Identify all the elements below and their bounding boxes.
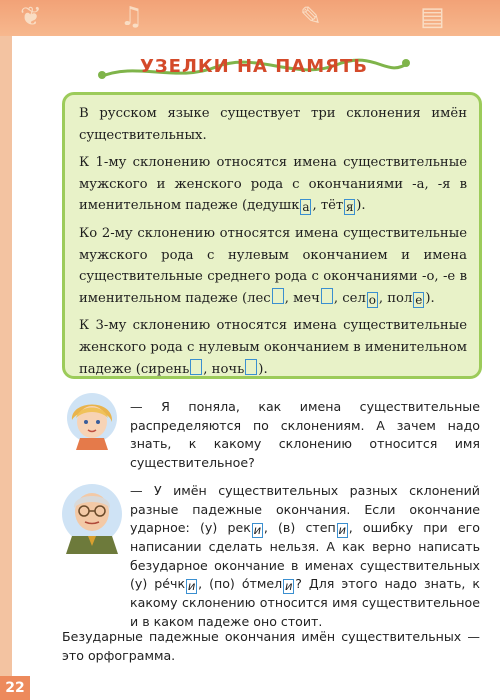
- page-number: 22: [0, 676, 30, 700]
- bell-icon: ♫: [120, 2, 144, 32]
- ending-box-empty: [190, 359, 202, 375]
- teacher-avatar-icon: [60, 478, 124, 554]
- girl-speech: — Я поняла, как имена существительные распределяются по склонениям. А зачем надо знать, к какому склонению относится имя существительное?: [130, 399, 480, 470]
- ending-box: я: [345, 200, 354, 215]
- leaf-icon: ❦: [20, 2, 42, 32]
- orthogram-note: Безударные падежные окончания имён существительных — это орфограмма.: [62, 629, 480, 663]
- ending-box-empty: [272, 288, 284, 304]
- girl-avatar-icon: [66, 388, 118, 450]
- rule-box: [62, 92, 482, 379]
- ending-box: и: [338, 523, 346, 538]
- ending-box-empty: [245, 359, 257, 375]
- book-icon: ▤: [420, 2, 445, 32]
- rule-paragraph-3: Ко 2-му склонению относятся имена существительные мужского рода с нулевым окончанием и имена существительные среднего рода с окончаниями -о, -е в именительном падеже (лес , меч , сел о , пол е ).: [79, 225, 467, 307]
- teacher-speech: — У имён существительных разных склонений разные падежные окончания. Если окончание ударное: (у) рек и , (в) степ и , ошибку при его написании сделать нельзя. А как верно написать безударное окончание в именах существительных (у) ре́чк и , (по) о́тмел и ? Для этого надо знать, к какому склонению относится имя существительное и в каком падеже оно стоит.: [130, 483, 480, 629]
- section-title-banner: [96, 53, 412, 83]
- rule-paragraph-4: К 3-му склонению относятся имена существительные женского рода с нулевым окончанием в именительном падеже (сирень , ночь ).: [79, 318, 467, 377]
- ending-box: и: [187, 579, 196, 594]
- ending-box: а: [302, 200, 310, 215]
- ending-box: е: [415, 292, 423, 307]
- ending-box: и: [253, 523, 262, 538]
- pen-icon: ✎: [300, 2, 322, 32]
- ending-box: и: [284, 579, 293, 594]
- rule-paragraph-1: В русском языке существует три склонения имён существительных.: [79, 106, 467, 143]
- ending-box: о: [368, 292, 376, 307]
- page-title: УЗЕЛКИ НА ПАМЯТЬ: [140, 56, 368, 77]
- rule-paragraph-2: К 1-му склонению относятся имена существительные мужского и женского рода с окончаниями -а, -я в именительном падеже (дедушк а , тёт я ).: [79, 155, 467, 215]
- left-margin-strip: [0, 36, 12, 700]
- top-decor-band: [0, 0, 500, 36]
- ending-box-empty: [321, 288, 333, 304]
